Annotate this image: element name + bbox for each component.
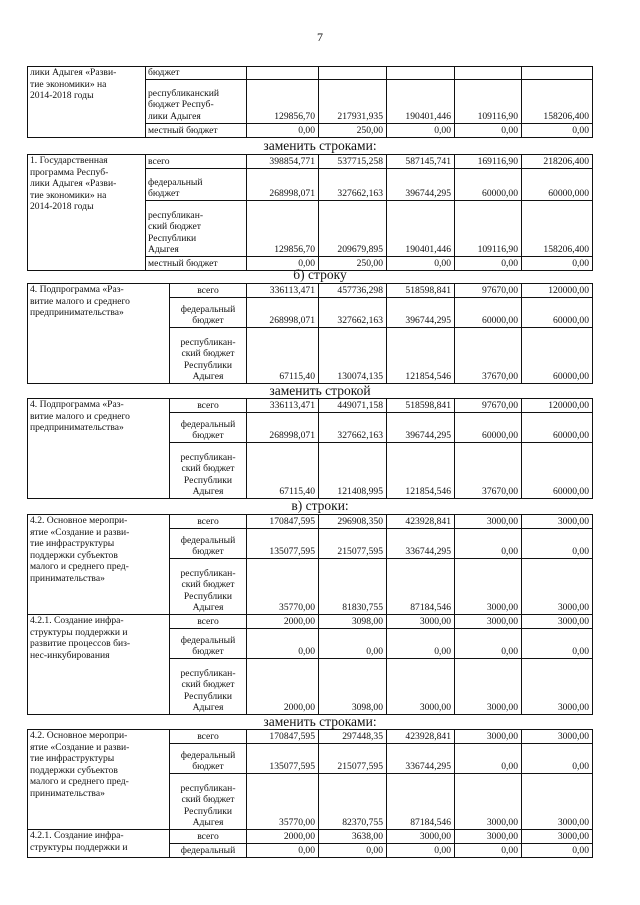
amount-cell: 336744,295 [387, 744, 455, 774]
funding-source-cell [146, 79, 247, 123]
funding-source: федеральный бюджет [180, 418, 236, 442]
funding-source: республикан- ский бюджет Республики Адыгея [180, 451, 236, 498]
program-description-cell [28, 284, 170, 384]
funding-source: местный бюджет [148, 125, 218, 136]
amount-cell: 60000,00 [455, 413, 522, 443]
funding-source-cell [170, 559, 247, 615]
funding-source-cell [170, 774, 247, 830]
amount-cell: 0,00 [455, 844, 522, 858]
amount-cell: 0,00 [522, 629, 593, 659]
amount-cell: 0,00 [387, 257, 455, 271]
amount-cell: 0,00 [455, 123, 522, 137]
amount-cell [247, 67, 319, 80]
funding-source: бюджет [148, 67, 180, 78]
amount-cell: 3000,00 [387, 830, 455, 844]
table-row [28, 730, 593, 744]
amount-cell: 336113,471 [247, 284, 319, 298]
amount-cell: 587145,741 [387, 155, 455, 169]
amount-cell: 121854,546 [387, 328, 455, 384]
amount-cell: 3000,00 [455, 830, 522, 844]
amount-cell: 336744,295 [387, 529, 455, 559]
funding-source-cell [170, 515, 247, 529]
program-description-cell [28, 67, 146, 138]
amount-cell: 130074,135 [319, 328, 387, 384]
amount-cell: 518598,841 [387, 399, 455, 413]
amount-cell: 0,00 [247, 629, 319, 659]
page-number: 7 [317, 30, 323, 44]
budget-table [27, 66, 593, 138]
funding-source-cell [146, 67, 247, 80]
program-description: лики Адыгея «Разви- тие экономики» на 2014-2018 годы [30, 67, 117, 102]
funding-source: федеральный [180, 845, 236, 857]
amount-cell: 0,00 [247, 257, 319, 271]
amount-cell: 396744,295 [387, 413, 455, 443]
amount-cell: 423928,841 [387, 515, 455, 529]
program-description: 4.2.1. Создание инфра- структуры поддержки и [30, 830, 128, 853]
section-heading: заменить строкой [269, 383, 371, 398]
amount-cell: 121408,995 [319, 443, 387, 499]
funding-source: всего [197, 516, 219, 528]
budget-table [27, 154, 593, 271]
amount-cell: 3000,00 [455, 559, 522, 615]
funding-source-cell [146, 201, 247, 257]
program-description-cell [28, 830, 170, 858]
funding-source: всего [148, 156, 170, 168]
program-description: 4. Подпрограмма «Раз- витие малого и среднего предпринимательства» [30, 399, 130, 434]
amount-cell: 3098,00 [319, 659, 387, 715]
amount-cell: 268998,071 [247, 298, 319, 328]
amount-cell: 97670,00 [455, 284, 522, 298]
amount-cell: 0,00 [319, 629, 387, 659]
budget-table [27, 398, 593, 499]
amount-cell: 0,00 [522, 529, 593, 559]
amount-cell: 60000,000 [522, 169, 593, 201]
amount-cell: 297448,35 [319, 730, 387, 744]
amount-cell: 35770,00 [247, 774, 319, 830]
amount-cell: 209679,895 [319, 201, 387, 257]
funding-source-cell [170, 629, 247, 659]
amount-cell: 67115,40 [247, 328, 319, 384]
program-description-cell [28, 615, 170, 715]
funding-source-cell [170, 328, 247, 384]
program-description: 4.2.1. Создание инфра- структуры поддержки и развитие процессов биз- нес-инкубирования [30, 615, 131, 661]
amount-cell: 67115,40 [247, 443, 319, 499]
funding-source-cell [146, 169, 247, 201]
amount-cell: 0,00 [387, 629, 455, 659]
amount-cell: 518598,841 [387, 284, 455, 298]
funding-source-cell [170, 413, 247, 443]
program-description-cell [28, 155, 146, 271]
amount-cell: 327662,163 [319, 413, 387, 443]
amount-cell: 3000,00 [522, 730, 593, 744]
amount-cell: 3000,00 [522, 615, 593, 629]
amount-cell: 3000,00 [522, 659, 593, 715]
amount-cell: 87184,546 [387, 559, 455, 615]
table-row [28, 515, 593, 529]
section-heading: б) строку [293, 267, 347, 282]
amount-cell: 0,00 [387, 844, 455, 858]
amount-cell: 97670,00 [455, 399, 522, 413]
table-row [28, 399, 593, 413]
amount-cell: 81830,755 [319, 559, 387, 615]
amount-cell: 60000,00 [522, 443, 593, 499]
funding-source-cell [170, 399, 247, 413]
amount-cell: 158206,400 [522, 201, 593, 257]
amount-cell: 0,00 [522, 744, 593, 774]
amount-cell: 109116,90 [455, 201, 522, 257]
funding-source: федеральный бюджет [180, 534, 236, 558]
amount-cell: 0,00 [455, 529, 522, 559]
section-heading: в) строки: [291, 498, 349, 513]
amount-cell: 250,00 [319, 123, 387, 137]
section-heading: заменить строками: [263, 138, 377, 153]
amount-cell [455, 67, 522, 80]
amount-cell: 3000,00 [455, 730, 522, 744]
funding-source: всего [197, 400, 219, 412]
funding-source: федеральный бюджет [180, 749, 236, 773]
amount-cell: 158206,400 [522, 79, 593, 123]
funding-source-cell [170, 443, 247, 499]
amount-cell: 0,00 [522, 123, 593, 137]
amount-cell: 121854,546 [387, 443, 455, 499]
amount-cell: 537715,258 [319, 155, 387, 169]
funding-source: федеральный бюджет [148, 176, 203, 200]
amount-cell: 0,00 [387, 123, 455, 137]
amount-cell: 60000,00 [455, 169, 522, 201]
funding-source: всего [197, 285, 219, 297]
amount-cell: 3000,00 [387, 615, 455, 629]
funding-source-cell [170, 529, 247, 559]
amount-cell [522, 67, 593, 80]
amount-cell: 129856,70 [247, 201, 319, 257]
funding-source-cell [170, 730, 247, 744]
amount-cell: 3000,00 [455, 774, 522, 830]
funding-source-cell [170, 659, 247, 715]
amount-cell: 120000,00 [522, 284, 593, 298]
amount-cell: 0,00 [455, 257, 522, 271]
budget-table [27, 729, 593, 858]
amount-cell: 398854,771 [247, 155, 319, 169]
section-heading: заменить строками: [263, 714, 377, 729]
amount-cell: 135077,595 [247, 744, 319, 774]
amount-cell: 3000,00 [455, 615, 522, 629]
budget-table [27, 283, 593, 384]
program-description-cell [28, 399, 170, 499]
amount-cell: 129856,70 [247, 79, 319, 123]
funding-source-cell [146, 123, 247, 137]
amount-cell: 60000,00 [455, 298, 522, 328]
amount-cell: 449071,158 [319, 399, 387, 413]
amount-cell: 218206,400 [522, 155, 593, 169]
funding-source-cell [170, 615, 247, 629]
amount-cell: 3098,00 [319, 615, 387, 629]
amount-cell: 3000,00 [522, 515, 593, 529]
budget-table [27, 514, 593, 715]
amount-cell: 3000,00 [387, 659, 455, 715]
amount-cell: 109116,90 [455, 79, 522, 123]
amount-cell: 169116,90 [455, 155, 522, 169]
amount-cell: 0,00 [522, 844, 593, 858]
program-description: 4.2. Основное меропри- ятие «Создание и разви- тие инфраструктуры поддержки субъектов малого и среднего пред- принимательства» [30, 515, 130, 584]
amount-cell: 3638,00 [319, 830, 387, 844]
amount-cell [387, 67, 455, 80]
amount-cell: 0,00 [522, 257, 593, 271]
amount-cell: 82370,755 [319, 774, 387, 830]
amount-cell: 396744,295 [387, 298, 455, 328]
amount-cell: 250,00 [319, 257, 387, 271]
table-row [28, 284, 593, 298]
amount-cell: 3000,00 [455, 515, 522, 529]
amount-cell [319, 67, 387, 80]
amount-cell: 3000,00 [455, 659, 522, 715]
amount-cell: 190401,446 [387, 201, 455, 257]
table-row [28, 830, 593, 844]
funding-source-cell [146, 155, 247, 169]
funding-source: местный бюджет [148, 258, 218, 270]
amount-cell: 3000,00 [522, 559, 593, 615]
amount-cell: 396744,295 [387, 169, 455, 201]
table-row [28, 615, 593, 629]
amount-cell: 268998,071 [247, 169, 319, 201]
amount-cell: 2000,00 [247, 830, 319, 844]
amount-cell: 327662,163 [319, 169, 387, 201]
program-description-cell [28, 730, 170, 830]
funding-source: всего [197, 831, 219, 843]
funding-source: республикан- ский бюджет Республики Адыгея [148, 209, 204, 256]
program-description: 4. Подпрограмма «Раз- витие малого и среднего предпринимательства» [30, 284, 130, 319]
amount-cell: 327662,163 [319, 298, 387, 328]
amount-cell: 60000,00 [522, 413, 593, 443]
funding-source-cell [170, 744, 247, 774]
amount-cell: 0,00 [455, 744, 522, 774]
funding-source: республиканский бюджет Респуб- лики Адыгея [148, 87, 220, 122]
program-description: 1. Государственная программа Респуб- лики Адыгея «Разви- тие экономики» на 2014-2018 годы [30, 155, 117, 213]
amount-cell: 35770,00 [247, 559, 319, 615]
amount-cell: 120000,00 [522, 399, 593, 413]
funding-source: республикан- ский бюджет Республики Адыгея [180, 567, 236, 614]
amount-cell: 217931,935 [319, 79, 387, 123]
amount-cell: 0,00 [247, 123, 319, 137]
amount-cell: 2000,00 [247, 615, 319, 629]
table-row [28, 155, 593, 169]
amount-cell: 336113,471 [247, 399, 319, 413]
program-description-cell [28, 515, 170, 615]
funding-source-cell [170, 284, 247, 298]
funding-source: федеральный бюджет [180, 303, 236, 327]
amount-cell: 87184,546 [387, 774, 455, 830]
program-description: 4.2. Основное меропри- ятие «Создание и разви- тие инфраструктуры поддержки субъектов малого и среднего пред- принимательства» [30, 730, 130, 799]
amount-cell: 2000,00 [247, 659, 319, 715]
amount-cell: 60000,00 [522, 298, 593, 328]
funding-source-cell [170, 830, 247, 844]
amount-cell: 170847,595 [247, 515, 319, 529]
amount-cell: 37670,00 [455, 443, 522, 499]
amount-cell: 296908,350 [319, 515, 387, 529]
amount-cell: 37670,00 [455, 328, 522, 384]
amount-cell: 135077,595 [247, 529, 319, 559]
amount-cell: 60000,00 [522, 328, 593, 384]
table-row [28, 67, 593, 80]
amount-cell: 0,00 [319, 844, 387, 858]
amount-cell: 3000,00 [522, 830, 593, 844]
amount-cell: 190401,446 [387, 79, 455, 123]
funding-source: республикан- ский бюджет Республики Адыгея [180, 782, 236, 829]
funding-source: всего [197, 731, 219, 743]
amount-cell: 0,00 [247, 844, 319, 858]
amount-cell: 457736,298 [319, 284, 387, 298]
amount-cell: 268998,071 [247, 413, 319, 443]
funding-source-cell [170, 844, 247, 858]
funding-source: всего [197, 616, 219, 628]
amount-cell: 0,00 [455, 629, 522, 659]
funding-source: республикан- ский бюджет Республики Адыгея [180, 667, 236, 714]
funding-source-cell [170, 298, 247, 328]
amount-cell: 215077,595 [319, 744, 387, 774]
amount-cell: 170847,595 [247, 730, 319, 744]
funding-source: республикан- ский бюджет Республики Адыгея [180, 336, 236, 383]
amount-cell: 423928,841 [387, 730, 455, 744]
amount-cell: 215077,595 [319, 529, 387, 559]
amount-cell: 3000,00 [522, 774, 593, 830]
funding-source: федеральный бюджет [180, 634, 236, 658]
